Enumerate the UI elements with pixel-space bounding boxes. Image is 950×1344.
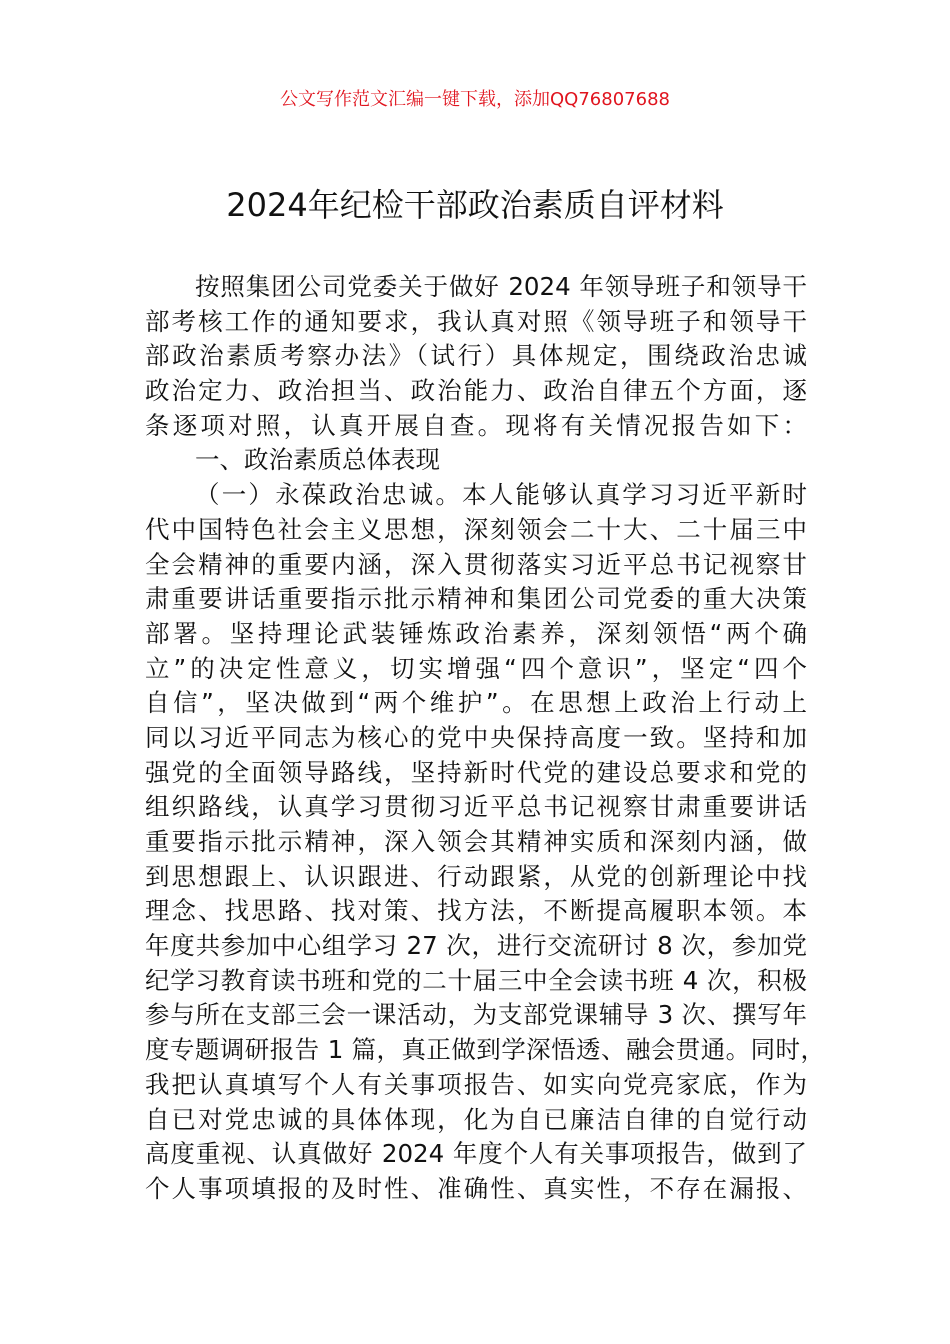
download-notice-header: 公文写作范文汇编一键下载，添加QQ76807688 [280, 89, 670, 110]
body-text-line: 部政治素质考察办法》（试行）具体规定，围绕政治忠诚 [145, 341, 807, 371]
body-text-line: 按照集团公司党委关于做好 2024 年领导班子和领导干 [195, 272, 807, 301]
body-text-line: 年度共参加中心组学习 27 次，进行交流研讨 8 次，参加党 [145, 931, 807, 961]
body-text-line: 参与所在支部三会一课活动，为支部党课辅导 3 次、撰写年 [145, 1000, 807, 1030]
body-text-line: 政治定力、政治担当、政治能力、政治自律五个方面，逐 [145, 376, 807, 406]
body-text-line: 到思想跟上、认识跟进、行动跟紧，从党的创新理论中找 [145, 861, 807, 891]
body-text-line: 立”的决定性意义，切实增强“四个意识”，坚定“四个 [145, 653, 807, 683]
body-text-line: 个人事项填报的及时性、准确性、真实性，不存在漏报、 [145, 1173, 807, 1203]
body-text-line: 我把认真填写个人有关事项报告、如实向党亮家底，作为 [145, 1069, 807, 1099]
body-text-line: 部署。坚持理论武装锤炼政治素养，深刻领悟“两个确 [145, 618, 807, 648]
document-title: 2024年纪检干部政治素质自评材料 [226, 186, 724, 224]
body-text-line: 自已对党忠诚的具体体现，化为自已廉洁自律的自觉行动 [145, 1104, 807, 1134]
body-text-line: 条逐项对照，认真开展自查。现将有关情况报告如下： [145, 410, 807, 440]
body-text-line: 一、政治素质总体表现 [195, 445, 440, 475]
body-text-line: 肃重要讲话重要指示批示精神和集团公司党委的重大决策 [145, 584, 807, 614]
document-body [145, 270, 825, 1207]
body-text-line: 代中国特色社会主义思想，深刻领会二十大、二十届三中 [145, 514, 807, 544]
body-text-line: 高度重视、认真做好 2024 年度个人有关事项报告，做到了 [145, 1139, 807, 1169]
body-text-line: 全会精神的重要内涵，深入贯彻落实习近平总书记视察甘 [145, 549, 807, 579]
body-text-line: 纪学习教育读书班和党的二十届三中全会读书班 4 次，积极 [145, 965, 807, 995]
body-text-line: 同以习近平同志为核心的党中央保持高度一致。坚持和加 [145, 722, 807, 752]
body-text-line: 理念、找思路、找对策、找方法，不断提高履职本领。本 [145, 896, 807, 926]
body-text-line: 自信”，坚决做到“两个维护”。在思想上政治上行动上 [145, 688, 807, 718]
body-text-line: 度专题调研报告 1 篇，真正做到学深悟透、融会贯通。同时， [145, 1035, 825, 1065]
body-text-line: 重要指示批示精神，深入领会其精神实质和深刻内涵，做 [145, 827, 807, 856]
body-text-line: 组织路线，认真学习贯彻习近平总书记视察甘肃重要讲话 [145, 792, 807, 822]
body-text-line: （一）永葆政治忠诚。本人能够认真学习习近平新时 [195, 480, 807, 510]
body-text-line: 强党的全面领导路线，坚持新时代党的建设总要求和党的 [145, 757, 807, 787]
body-text-line: 部考核工作的通知要求，我认真对照《领导班子和领导干 [145, 306, 807, 336]
